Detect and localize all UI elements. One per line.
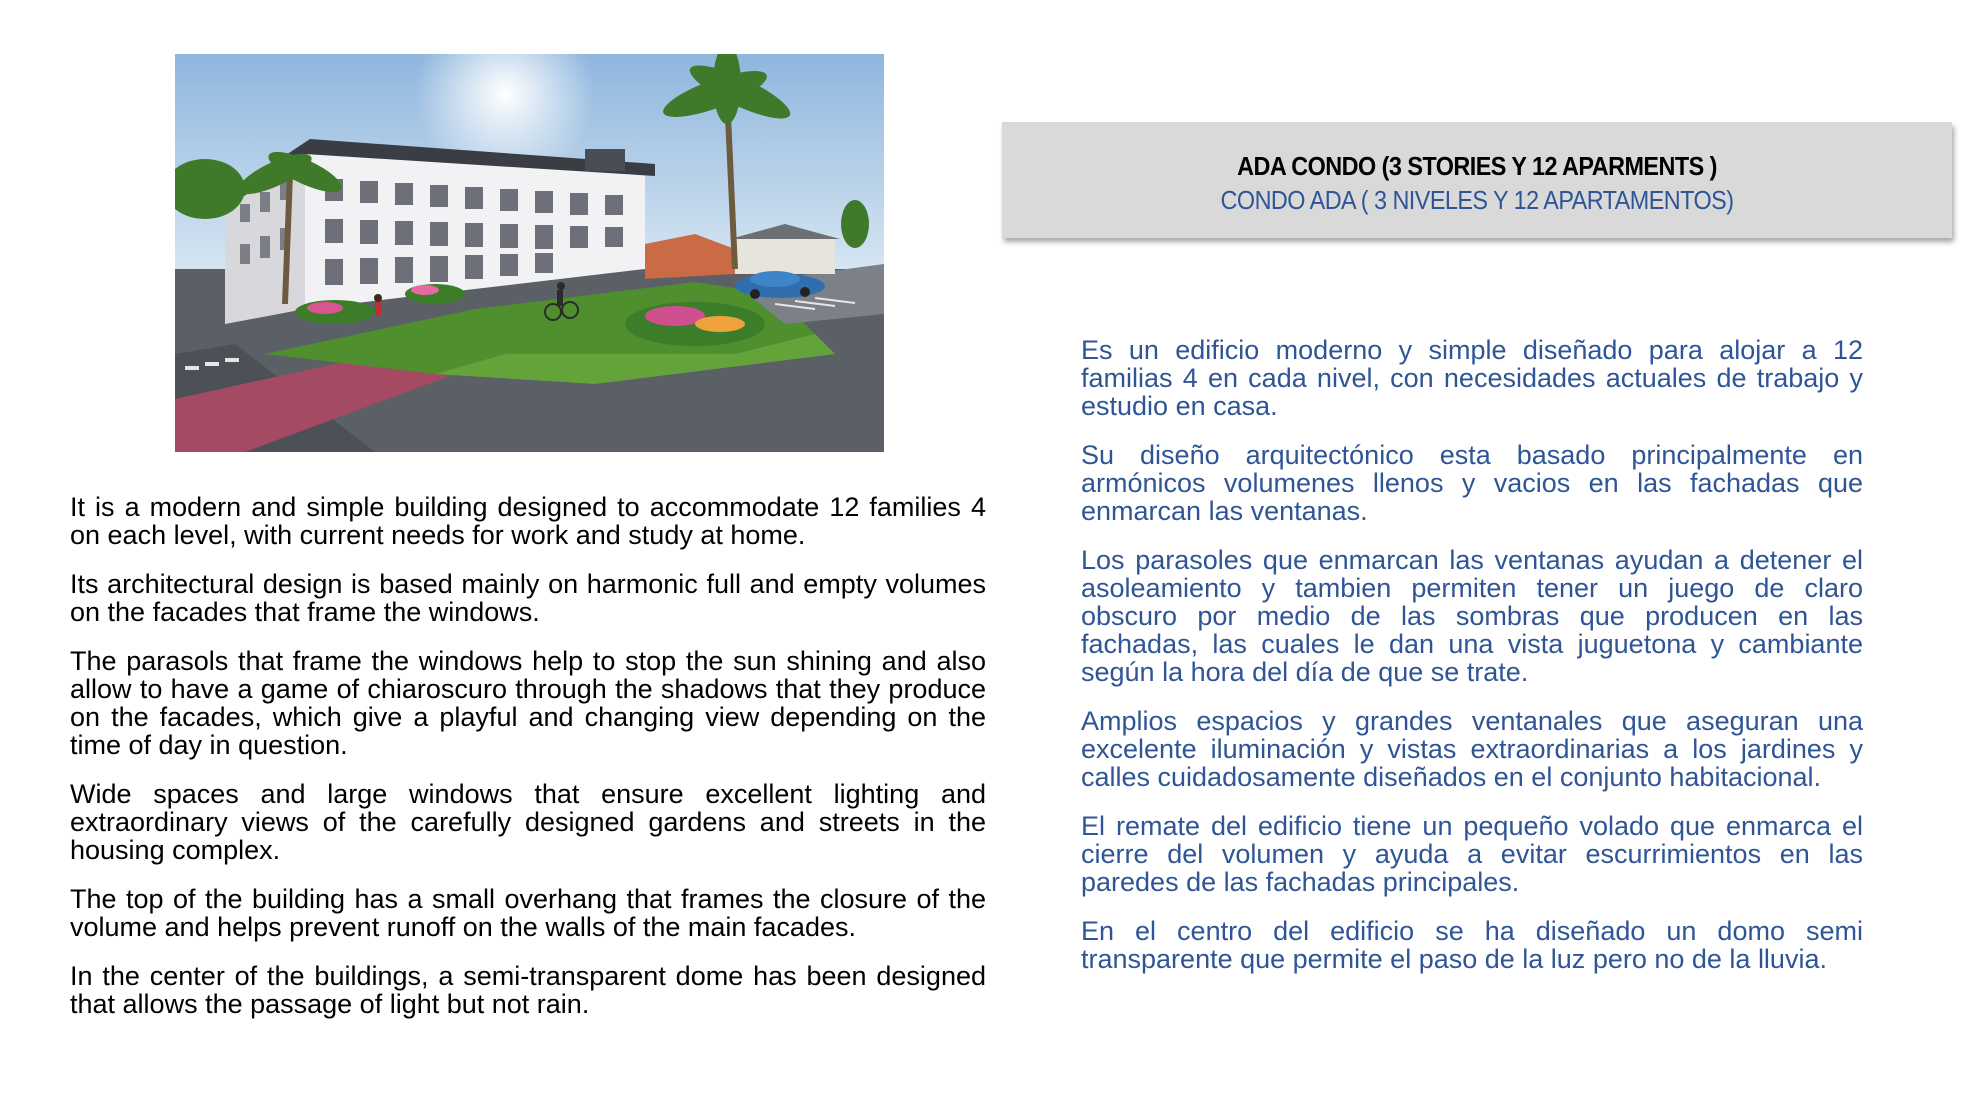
- english-paragraph: The parasols that frame the windows help to stop the sun shining and also allow to have a game of chiaroscuro through the shadows that they produce on the facades, which give a playful and changing view depending on the time of day in question.: [70, 646, 986, 760]
- spanish-description: [1081, 336, 1863, 994]
- spanish-paragraph: Su diseño arquitectónico esta basado principalmente en armónicos volumenes llenos y vacios en las fachadas que enmarcan las ventanas.: [1081, 440, 1863, 526]
- spanish-paragraph: El remate del edificio tiene un pequeño volado que enmarca el cierre del volumen y ayuda a evitar escurrimientos en las paredes de las fachadas principales.: [1081, 811, 1863, 897]
- title-spanish: CONDO ADA ( 3 NIVELES Y 12 APARTAMENTOS): [1220, 185, 1734, 215]
- english-paragraph: It is a modern and simple building designed to accommodate 12 families 4 on each level, with current needs for work and study at home.: [70, 492, 986, 550]
- english-paragraph: The top of the building has a small overhang that frames the closure of the volume and helps prevent runoff on the walls of the main facades.: [70, 884, 986, 942]
- title-box: [1002, 122, 1952, 238]
- spanish-paragraph: Amplios espacios y grandes ventanales que aseguran una excelente iluminación y vistas extraordinarias a los jardines y calles cuidadosamente diseñados en el conjunto habitacional.: [1081, 706, 1863, 792]
- spanish-paragraph: En el centro del edificio se ha diseñado un domo semi transparente que permite el paso de la luz pero no de la lluvia.: [1081, 916, 1863, 974]
- building-rendering-image: [175, 54, 884, 452]
- english-paragraph: In the center of the buildings, a semi-transparent dome has been designed that allows the passage of light but not rain.: [70, 961, 986, 1019]
- spanish-paragraph: Es un edificio moderno y simple diseñado para alojar a 12 familias 4 en cada nivel, con necesidades actuales de trabajo y estudio en casa.: [1081, 335, 1863, 421]
- english-description: [70, 493, 986, 1039]
- english-paragraph: Wide spaces and large windows that ensure excellent lighting and extraordinary views of the carefully designed gardens and streets in the housing complex.: [70, 779, 986, 865]
- english-paragraph: Its architectural design is based mainly on harmonic full and empty volumes on the facades that frame the windows.: [70, 569, 986, 627]
- title-english: ADA CONDO (3 STORIES Y 12 APARMENTS ): [1237, 151, 1717, 181]
- spanish-paragraph: Los parasoles que enmarcan las ventanas ayudan a detener el asoleamiento y tambien permiten tener un juego de claro obscuro por medio de las sombras que producen en las fachadas, las cuales le dan una vista juguetona y cambiante según la hora del día de que se trate.: [1081, 545, 1863, 687]
